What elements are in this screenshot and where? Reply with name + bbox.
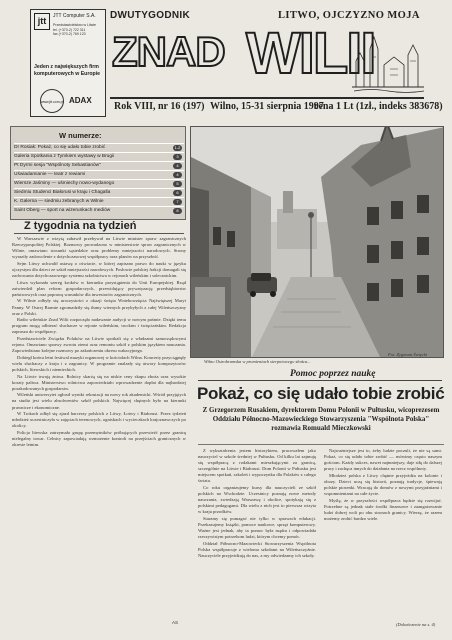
toc-item[interactable] [14,170,184,179]
sponsor-badge: www.jtt.com.pl [40,89,64,113]
street-photo[interactable] [190,126,444,358]
article-headline[interactable]: Pokaż, co się udało tobie zrobić [197,384,445,403]
news-paragraph: Na Litwie trwają żniwa. Rolnicy skarżą się na niskie ceny skupu zboża oraz wysokie koszty paliwa. Ministerstwo rolnictwa zapowiedziało wprowadzenie dopłat dla najbardziej poszkodowanych gospodarstw. [12,373,186,391]
toc-item-title: Dr Rosiak: Pokaż, co się udało tobie zrobić [14,145,106,150]
masthead-motto: LITWO, OJCZYZNO MOJA [278,10,420,21]
table-of-contents [10,126,186,220]
continued-note[interactable]: (Dokończenie na s. 4) [396,622,436,627]
news-paragraph: W Trokach odbył się zjazd harcerzy polskich z Litwy, Łotwy i Białorusi. Przez tydzień młodzież uczestniczyła w zajęciach terenowych, ogniskach i wycieczkach krajoznawczych po okolicy. [12,411,186,429]
author-signature: AS [172,620,179,625]
sponsor-contact-line: fax (+370-2) 769 123 [53,32,86,36]
toc-heading: W numerze: [59,131,102,140]
toc-item-title: Galeria Spotkania z Tymkiem wystawy w Brugii [14,154,115,159]
toc-page-badge: 4 [173,172,182,178]
toc-item[interactable] [14,206,184,215]
news-paragraph: W Wilnie odbyły się uroczystości z okazji święta Wniebowzięcia Najświętszej Maryi Panny. W Ostrej Bramie zgromadziły się tłumy wiernych przybyłych z całej Wileńszczyzny oraz z Polski. [12,298,186,316]
section-rule [14,233,184,234]
section-rule [198,444,444,445]
article-column-1 [198,448,316,618]
toc-item[interactable] [14,152,184,161]
toc-item[interactable] [14,188,184,197]
toc-item-title: K. Galerna — siedmiu zebranych w Wilnie [14,199,104,204]
news-paragraph: Przedstawiciele Związku Polaków na Litwie spotkali się z władzami samorządowymi rejonu. Omawiano sprawy zwrotu ziemi oraz remontu szkół z polskim językiem nauczania. Zapowiedziano kolejne rozmowy po zakończeniu okresu wakacyjnego. [12,336,186,354]
sponsor-brand: ADAX [69,96,92,105]
masthead-rule [110,97,424,99]
week-review-body [12,236,186,616]
sponsor-ad[interactable] [30,9,106,117]
toc-page-badge: 5 [173,181,182,187]
news-paragraph: W Warszawie z wizytą zabawił przebywał na Litwie minister spraw zagranicznych Rzeczypospolitej Polskiej. Rozmowy prowadzono w ministerstwie spraw zagranicznych w Wilnie, omawiano stosunki sąsiedzkie oraz problemy mniejszości narodowych. Strony wyraziły zadowolenie z dotychczasowej współpracy oraz planów na przyszłość. [12,236,186,260]
news-paragraph: Wileński uniwersytet ogłosił wyniki rekrutacji na nowy rok akademicki. Wśród przyjętych na studia jest wielu absolwentów szkół polskich. Najwięcej chętnych było na kierunki prawnicze i ekonomiczne. [12,392,186,410]
news-paragraph: Sejm Litwy uchwalił ustawę o oświacie, w której zapisano prawo do nauki w języku ojczystym dla dzieci ze szkół mniejszości narodowych. Posłowie polskiej frakcji domagali się zachowania dotychczasowego systemu szkolnictwa w rejonach wileńskim i solecznickim. [12,260,186,279]
sponsor-contact-line: Przedstawicielstwo w Litwie [53,23,96,27]
photo-caption: Wilno Ostrobramska w promieniach sierpniowego słońca... [204,359,311,364]
news-paragraph: Dobiegł końca letni festiwal muzyki organowej w kościołach Wilna. Koncerty przyciągnęły wielu słuchaczy z kraju i z zagranicy. W programie znalazły się utwory kompozytorów polskich, litewskich i niemieckich. [12,354,186,372]
toc-item[interactable] [14,143,184,152]
section-rule [198,380,442,381]
cityscape-sketch-icon [350,31,426,93]
article-column-2 [324,448,442,618]
street-photo-image [191,127,444,358]
toc-page-badge: 3 [173,154,182,160]
issue-date: Wilno, 15-31 sierpnia 1997 [210,101,324,112]
sponsor-company: JTT Computer S.A. [53,13,96,19]
news-paragraph: Radio wileńskie Znad Wilii rozpoczęło nadawanie audycji w nowym paśmie. Dzięki temu program mogą odbierać słuchacze w rejonie wileńskim, trockim i święciańskim. Redakcja zaprasza do współpracy. [12,317,186,335]
toc-item-title: Siedmiu Studenci Białorusi w kraju i Chagalla [14,190,111,195]
sponsor-logo: jtt [34,13,50,30]
toc-item-title: Saint Oberg — sport na wizerunkach mediów [14,208,111,213]
toc-item[interactable] [14,161,184,170]
news-paragraph: Litwa wykonała szereg kroków w kierunku przystąpienia do Unii Europejskiej. Rząd zatwierdził plan reform gospodarczych, przewidujący prywatyzację przedsiębiorstw państwowych oraz poprawę warunków dla inwestorów zagranicznych. [12,279,186,297]
sponsor-contact-line: tel. (+370-2) 722 311 [53,27,86,32]
article-paragraph: Najważniejsze jest to, żeby ludzie poczuli, że nie są sami. Pokaż, co się udało tobie zrobić — mówimy często naszym gościom. Każdy sukces, nawet najmniejszy, daje siłę do dalszej pracy i zachęca innych do działania na rzecz wspólnoty. [324,448,442,472]
toc-item-title: Uświadamianie — teatr z rewiami [14,172,86,177]
toc-item[interactable] [14,197,184,206]
toc-page-badge: 4 [173,163,182,169]
article-deck: Z Grzegorzem Rusakiem, dyrektorem Domu Polonii w Pułtusku, wicoprezesem Oddziału Północno-Mazowieckiego Stowarzyszenia "Wspólnota Polska" rozmawia Romuald Mieczkowski [202,406,440,432]
toc-item[interactable] [14,179,184,188]
article-paragraph: Myślę, że w przyszłości współpraca będzie się rozwijać. Potrzebne są jednak stałe środki finansowe i zaangażowanie ludzi dobrej woli po obu stronach granicy. Wierzę, że razem możemy zrobić bardzo wiele. [324,497,442,522]
title-part-1: ZNAD [112,28,225,75]
toc-item-title: Wiersze Jaśminy — uśmiechy nowo-wydanego [14,181,115,186]
news-paragraph: Policja litewska zatrzymała grupę przemytników próbujących przewieźć przez granicę nielegalny towar. Celnicy zapowiadają wzmożenie kontroli na przejściach granicznych w okresie letnim. [12,429,186,448]
issue-number: Rok VIII, nr 16 (197) [114,101,205,112]
issue-price: cena 1 Lt (1zł., indeks 383678) [314,101,443,112]
week-review-heading[interactable]: Z tygodnia na tydzień [24,220,137,232]
article-paragraph: Co roku organizujemy kursy dla nauczycieli ze szkół polskich na Wschodzie. Uczestnicy poznają nowe metody nauczania, zwiedzają Warszawę i okolice, spotykają się z polskimi pedagogami. Dla wielu z nich jest to pierwsza wizyta w kraju przodków. [198,485,316,515]
toc-page-badge: 8 [173,208,182,214]
article-paragraph: Oddział Północno-Mazowiecki Stowarzyszenia Wspólnota Polska współpracuje z wieloma szkołami na Wileńszczyźnie. Nauczyciele przyjeżdżają do nas, a my odwiedzamy ich szkoły. [198,540,316,559]
toc-item-title: Pt Dyrmi sesja "Wspólnoty Sebastianów" [14,163,101,168]
toc-page-badge: 7 [173,199,182,205]
article-paragraph: Staramy się pomagać nie tylko w sprawach edukacji. Przekazujemy książki, pomoce naukowe, sprzęt komputerowy. Ważne jest jednak, aby ta pomoc była mądra i odpowiadała rzeczywistym potrzebom ludzi, którym chcemy pomóc. [198,516,316,540]
toc-page-badge: 1-2 [174,145,181,150]
photo-credit: Fot. Zygmunt Święcki [388,352,428,357]
newspaper-title[interactable] [112,21,424,97]
article-paragraph: Młodzież polska z Litwy chętnie przyjeżdża na kolonie i obozy. Dzieci uczą się historii, poznają tradycje, śpiewają polskie piosenki. Wracają do domów z nowymi przyjaźniami i wspomnieniami na całe życie. [324,472,442,497]
article-kicker: Pomoc poprzez naukę [290,369,376,379]
periodical-label: DWUTYGODNIK [110,10,190,21]
sponsor-contact [53,23,103,37]
toc-page-badge: 6 [173,190,182,196]
sponsor-tagline: Jeden z największych firm komputerowych w Europie [34,64,101,77]
title-part-2: WILII [246,21,375,86]
article-paragraph: Z wykształcenia jestem historykiem, pracowałem jako nauczyciel w szkole średniej w Pułtusku. Od kilku lat zajmuję się współpracą z rodakami mieszkającymi za granicą, szczególnie na Litwie i Białorusi. Dom Polonii w Pułtusku jest miejscem spotkań, szkoleń i wypoczynku dla Polaków z całego świata. [198,448,316,484]
